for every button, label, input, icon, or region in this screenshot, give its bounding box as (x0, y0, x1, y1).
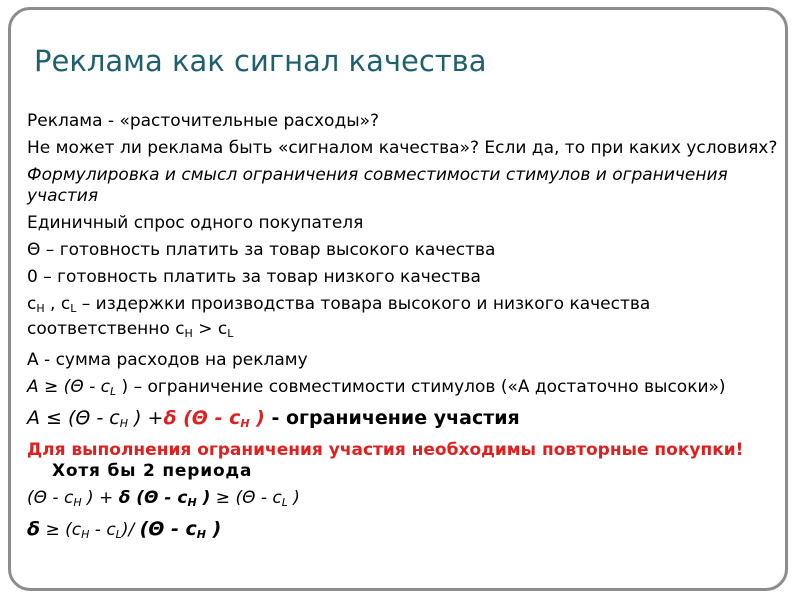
line-wasteful-expenses: Реклама - «расточительные расходы»? (27, 111, 380, 131)
dc-b3: ) (206, 518, 222, 540)
ic-post: ) – ограничение совместимости стимулов («А достаточно высоки») (116, 377, 726, 397)
dc-s1: H (81, 528, 90, 541)
dc-p3: )/ (121, 520, 140, 540)
fc-s1: H (73, 496, 82, 509)
fc-p2: ) + (81, 488, 119, 508)
dc-s2: L (115, 528, 122, 541)
cost-h-sub: H (36, 302, 45, 315)
cost-l2-sub: L (227, 327, 234, 340)
line-two-periods: Хотя бы 2 периода (52, 461, 253, 481)
dc-p1: ≥ (c (40, 520, 82, 540)
fc-b2: ) (196, 488, 211, 508)
ic-sub: L (109, 385, 117, 398)
slide-title: Реклама как сигнал качества (34, 44, 487, 78)
fc-p4: ) (287, 488, 300, 508)
ic-formula (27, 377, 116, 397)
line-quality-signal-question: Не может ли реклама быть «сигналом качества»? Если да, то при каких условиях? (27, 138, 778, 158)
pc-red-close: ) (249, 407, 265, 429)
cost-l-sub: L (70, 302, 77, 315)
line-costs-definition (27, 294, 779, 344)
line-unit-demand: Единичный спрос одного покупателя (27, 213, 364, 233)
cost-text: – издержки производства товара высокого и низкого качества соответственно c (27, 294, 651, 339)
line-participation-constraint (27, 408, 779, 434)
pc-close: ) + (128, 407, 164, 429)
dc-p2: - c (89, 520, 116, 540)
line-advertising-sum: А - сумма расходов на рекламу (27, 350, 308, 370)
fc-b1: δ (Θ - c (118, 488, 188, 508)
dc-s3: H (196, 528, 207, 541)
cost-c: c (27, 294, 37, 314)
fc-s3: L (281, 496, 288, 509)
fc-s2: H (187, 496, 197, 509)
slide-body (27, 111, 779, 551)
dc-b2: (Θ - c (139, 518, 197, 540)
fc-p1: (Θ - c (27, 488, 74, 508)
ic-pre: A ≥ (Θ - c (27, 377, 110, 397)
line-formula-condition (27, 488, 779, 513)
fc-p3: ≥ (Θ - c (210, 488, 282, 508)
cost-h2-sub: H (184, 327, 193, 340)
pc-red-pre: δ (Θ - c (163, 407, 241, 429)
pc-pre: A ≤ (Θ - c (27, 407, 120, 429)
line-constraints-formulation: Формулировка и смысл ограничения совместимости стимулов и ограничения участия (27, 165, 728, 206)
pc-sub: H (119, 417, 129, 430)
line-delta-condition (27, 519, 779, 545)
line-repeat-purchases: Для выполнения ограничения участия необходимы повторные покупки! (27, 440, 744, 460)
dc-b1: δ (27, 518, 41, 540)
pc-post: - ограничение участия (264, 407, 520, 429)
line-theta-definition: Θ – готовность платить за товар высокого качества (27, 240, 496, 260)
cost-mid: , c (44, 294, 71, 314)
pc-red-sub: H (240, 417, 250, 430)
line-incentive-constraint (27, 377, 779, 402)
cost-gt: > c (192, 319, 228, 339)
line-zero-definition: 0 – готовность платить за товар низкого качества (27, 267, 481, 287)
